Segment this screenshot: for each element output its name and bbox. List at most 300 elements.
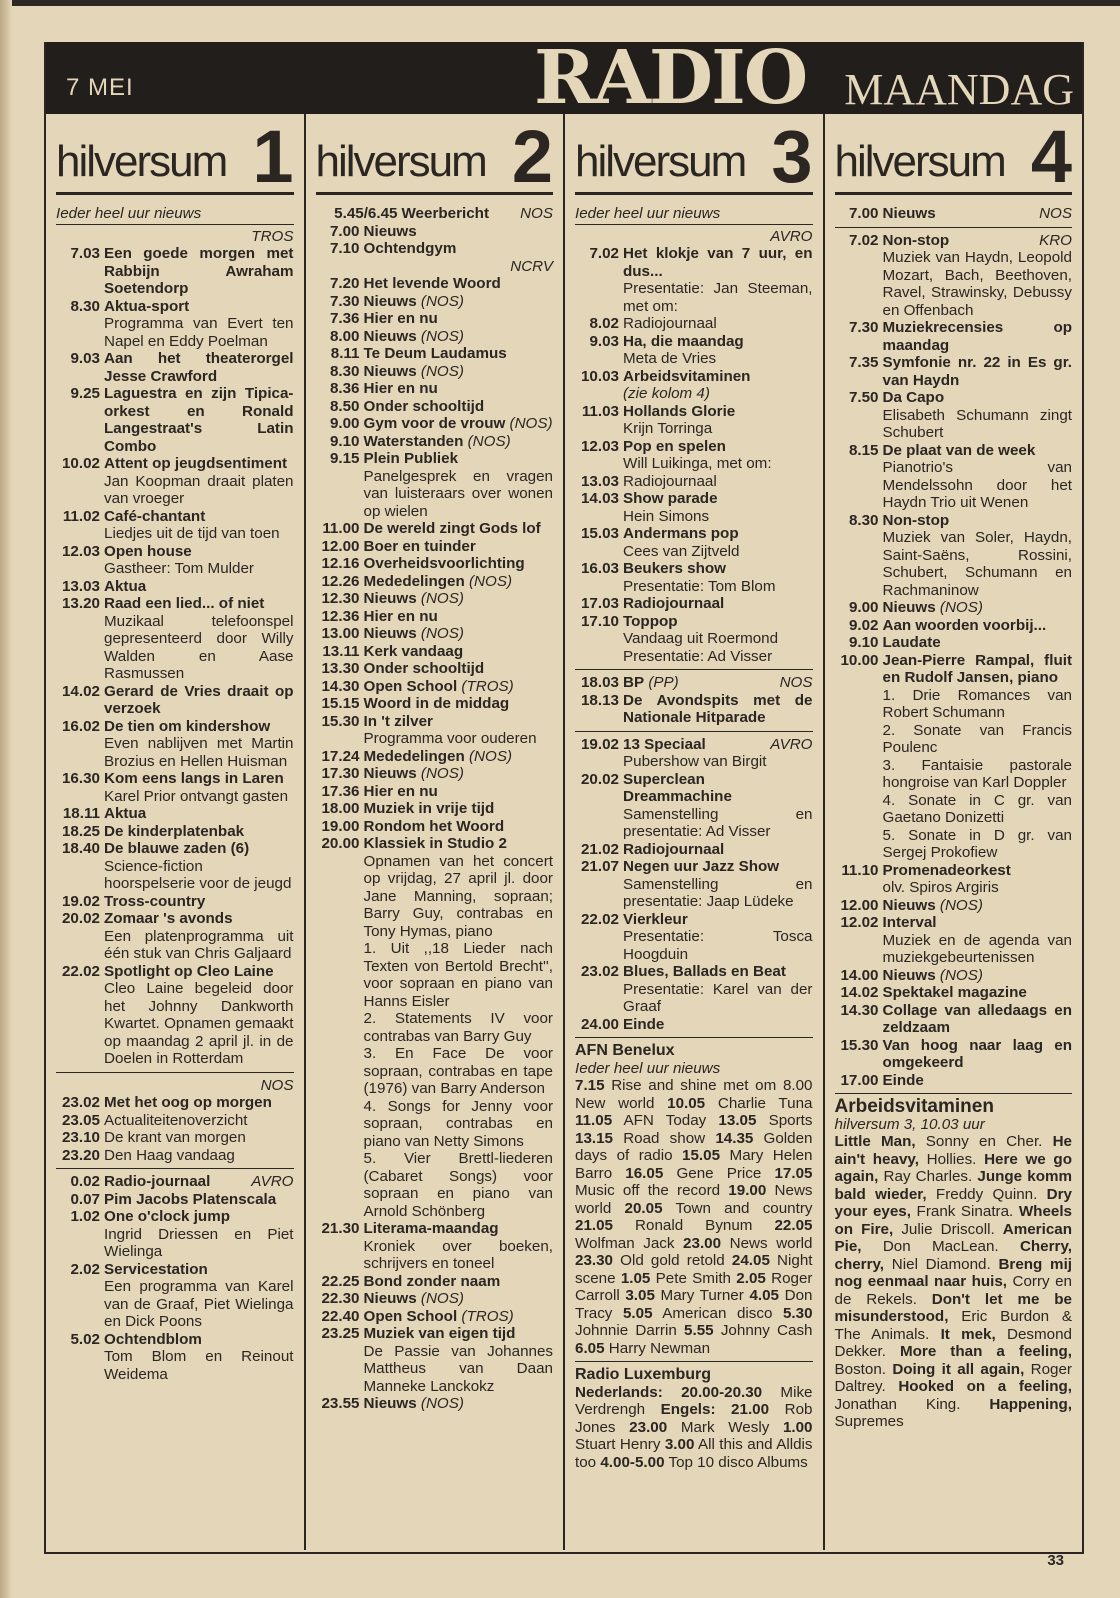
program-time: 9.03 [589,332,619,350]
program-entry [835,897,1073,915]
broadcaster-tag: (NOS) [420,625,464,642]
program-entry [56,455,294,508]
program-time: 7.03 [70,245,100,262]
program-title: Superclean Dreammachine [623,770,732,805]
program-description: Ingrid Driessen en Piet Wielinga [104,1225,294,1260]
bold-segment: 15.05 [682,1147,721,1164]
program-content [104,840,294,893]
program-time: 0.02 [70,1173,100,1190]
program-time: 15.15 [321,695,360,712]
broadcaster-tag: (TROS) [461,1307,514,1325]
program-title: Café-chantant [104,507,206,525]
bold-segment: Doing it all again, [892,1360,1025,1378]
program-content [104,1147,294,1165]
program-entry [316,835,554,1220]
program-title: BP [623,674,645,691]
program-description: Muziek van Haydn, Leopold Mozart, Bach, Beethoven, Ravel, Strawinsky, Debussy en Offenbach [882,249,1072,319]
program-description: Jan Koopman draait platen van vroeger [104,472,294,507]
program-title: Da Capo [882,389,945,406]
program-entry [316,520,554,538]
bold-segment: 23.00 [629,1418,668,1436]
program-time: 13.11 [322,642,360,660]
program-description: 4. Songs for Jenny voor sopraan, contrabas en piano van Netty Simons [363,1097,553,1150]
program-entry [56,1147,294,1165]
program-description: Elisabeth Schumann zingt Schubert [882,406,1072,441]
program-time: 14.30 [321,677,360,695]
text-segment: Frank Sinatra. [910,1203,1019,1220]
block-title: AFN Benelux [575,1042,675,1059]
program-title: Laudate [882,634,941,651]
station-name: hilversum [56,137,227,186]
program-entry [56,963,294,1068]
program-content [104,683,294,718]
program-content [883,389,1073,442]
bold-segment: 23.00 [683,1234,722,1252]
program-time: 21.30 [321,1220,360,1237]
program-description: Pianotrio's van Mendelssohn door het Haydn Trio uit Wenen [882,459,1072,511]
program-content [364,380,554,398]
program-time: 12.00 [840,896,879,914]
program-title: Andermans pop [623,525,739,542]
program-title: Raad een lied... of niet [104,595,265,612]
program-time: 10.02 [61,455,100,472]
program-description: 1. Uit ,,18 Lieder nach Texten von Bertold Brecht'', voor sopraan en piano van Hanns Eisler [363,940,553,1010]
info-block [575,1366,813,1471]
program-content [104,543,294,578]
program-entry [316,1308,554,1326]
text-segment: Don Tracy [575,1287,813,1322]
program-description: Liedjes uit de tijd van toen [104,525,280,542]
program-time: 23.25 [321,1325,360,1342]
program-title: Non-stop [882,511,950,529]
program-time: 15.30 [321,712,360,730]
program-time: 12.02 [840,914,879,931]
text-segment: Rob Jones [575,1401,813,1436]
program-entry [316,433,554,451]
broadcaster-label: AVRO [770,227,813,245]
program-description: Will Luikinga, met om: [623,455,772,472]
program-entry [835,599,1073,617]
bold-segment: 22.05 [774,1217,813,1234]
program-content [104,595,294,683]
program-title: Nieuws [363,1395,417,1412]
program-time: 7.00 [329,222,360,240]
program-description: Panelgesprek en vragen van luisteraars over wonen op wielen [363,467,553,520]
program-description: Muziek en de agenda van muziekgebeurtenissen [882,931,1072,966]
program-title: Rondom het Woord [363,817,505,835]
program-content [104,1112,294,1130]
divider [575,731,813,732]
program-entry [316,328,554,346]
bold-segment: American Pie, [834,1220,1072,1255]
program-time: 17.10 [580,612,619,630]
program-description: Programma van Evert ten Napel en Eddy Poelman [104,315,294,350]
divider [835,227,1073,228]
program-title: Aktua [104,805,147,822]
program-content [623,490,813,525]
program-content [623,315,813,333]
program-content [883,319,1073,354]
program-content [623,963,813,1016]
bold-segment: 2.05 [736,1269,766,1287]
program-time: 5.45/6.45 [334,205,398,222]
program-title: Non-stop [882,231,950,249]
program-content [104,1331,294,1384]
program-entry [835,512,1073,600]
program-entry [316,748,554,766]
program-title: Negen uur Jazz Show [623,858,780,875]
program-entry [316,1220,554,1273]
broadcaster-label: TROS [251,227,294,245]
program-title: Het levende Woord [363,275,501,292]
program-content [883,1072,1073,1090]
broadcaster-tag: (NOS) [467,432,511,450]
program-time: 9.10 [329,432,360,450]
program-title: Aan woorden voorbij... [882,616,1047,634]
station-number: 2 [511,115,553,198]
program-content [364,625,554,643]
program-entry [835,914,1073,967]
program-time: 7.35 [848,354,879,371]
program-content [402,205,554,223]
bold-segment: 13.15 [575,1129,614,1147]
block-title: Arbeidsvitaminen [834,1096,994,1117]
program-title: Nieuws [882,599,936,616]
program-title: Nieuws [363,765,417,782]
program-content [364,1273,554,1291]
program-time: 0.07 [70,1190,100,1208]
text-segment: Eric Burdon & The Animals. [834,1308,1072,1343]
program-entry [575,473,813,491]
station-heading [575,115,813,198]
broadcaster-label: NOS [1039,205,1072,222]
text-segment: Mary Helen Barro [575,1147,813,1182]
bold-segment: Cherry, cherry, [834,1238,1072,1273]
program-time: 16.03 [580,560,619,577]
program-title: Kom eens langs in Laren [104,770,284,787]
program-entry [835,652,1073,862]
program-entry [316,765,554,783]
program-time: 8.30 [329,362,360,380]
program-content [364,240,554,258]
program-time: 22.02 [61,962,100,980]
program-title: Muziek van eigen tijd [363,1325,516,1342]
program-content [104,1129,294,1147]
program-entry [835,232,1073,320]
text-segment: Hollies. [918,1150,985,1168]
station-number: 1 [252,115,294,198]
program-title: Ochtendgym [363,240,457,257]
text-segment: News world [721,1234,813,1252]
program-title: Blues, Ballads en Beat [623,963,786,980]
program-title: Het klokje van 7 uur, en dus... [623,245,813,280]
radio-listing-page [44,35,1084,1554]
station-number: 3 [771,115,813,198]
program-description: Cleo Laine begeleid door het Johnny Dankworth Kwartet. Opnamen gemaakt op maandag 2 april jl. in de Doelen in Rotterdam [104,980,294,1067]
program-description: 4. Sonate in C gr. van Gaetano Donizetti [882,791,1072,826]
program-description: De Passie van Johannes Mattheus van Daan Manneke Lanckokz [363,1342,553,1395]
program-entry [575,560,813,595]
block-text [835,1133,1073,1431]
program-entry [575,858,813,911]
program-title: Attent op jeugdsentiment [104,455,288,472]
program-time: 13.20 [61,595,100,612]
program-description: Presentatie: Jan Steeman, met om: [623,280,813,315]
program-time: 19.02 [61,892,100,910]
program-entry [835,617,1073,635]
program-time: 17.36 [321,782,360,800]
program-title: Actualiteitenoverzicht [104,1111,248,1129]
program-entry [316,590,554,608]
program-description: Cees van Zijtveld [623,542,740,560]
program-time: 22.40 [321,1307,360,1325]
program-time: 21.02 [580,840,619,858]
program-content [883,634,1073,652]
program-entry [316,555,554,573]
broadcaster-tag: (NOS) [469,572,513,590]
program-title: Interval [882,914,937,931]
info-block [835,1098,1073,1431]
program-title: Open house [104,542,192,560]
text-segment: Sports [756,1112,813,1129]
program-time: 12.00 [321,537,360,555]
text-segment: Mary Turner [654,1287,750,1304]
news-note: Ieder heel uur nieuws [575,205,813,225]
program-entry [575,674,813,692]
bold-segment: 5.30 [782,1304,813,1322]
program-entry [575,736,813,771]
text-segment: 8.00 New world [575,1077,813,1112]
text-segment: American disco [652,1304,783,1322]
text-segment: Wolfman Jack [575,1234,684,1252]
station-heading [834,115,1073,198]
program-time: 16.02 [61,717,100,735]
program-description: olv. Spiros Argiris [882,879,999,896]
program-description: 2. Sonate van Francis Poulenc [882,721,1072,756]
program-time: 11.10 [841,861,879,879]
program-content [364,415,554,433]
program-title: Nieuws [363,590,417,607]
text-segment: Night scene [575,1252,813,1287]
program-content [623,560,813,595]
program-entry [835,1037,1073,1072]
program-entry [56,385,294,455]
program-time: 20.02 [61,910,100,927]
broadcaster-tag: (NOS) [939,896,983,914]
program-entry [316,783,554,801]
program-title: Bond zonder naam [363,1272,501,1290]
station-column-3 [565,114,825,1550]
program-entry [316,363,554,381]
program-title: Ochtendblom [104,1330,202,1348]
program-time: 9.25 [70,385,100,402]
program-content [104,350,294,385]
program-time: 23.05 [61,1111,100,1129]
broadcaster-label: KRO [1039,231,1072,249]
program-content [623,858,813,911]
program-content [104,508,294,543]
program-title: Plein Publiek [363,450,459,467]
program-entry [56,1208,294,1261]
program-entry [56,1112,294,1130]
program-title: Overheidsvoorlichting [363,555,525,572]
text-segment: Top 10 disco Albums [664,1453,808,1471]
program-entry [56,595,294,683]
program-content [364,310,554,328]
program-title: Show parade [623,490,718,507]
program-content [364,590,554,608]
program-time: 10.00 [840,651,879,669]
program-time: 7.20 [329,275,360,292]
program-content [623,595,813,613]
program-entry [56,245,294,298]
divider [56,1072,294,1073]
program-time: 18.11 [62,805,100,822]
program-entry [835,1072,1073,1090]
program-title: Van hoog naar laag en omgekeerd [882,1036,1072,1071]
text-segment: Roger Carroll [575,1269,813,1304]
program-content [364,433,554,451]
program-entry [56,770,294,805]
bold-segment: Don't let me be misunderstood, [834,1290,1072,1325]
program-title: Jean-Pierre Rampal, fluit en Rudolf Jansen, piano [882,651,1072,686]
program-content [364,450,554,520]
program-title: Pop en spelen [623,437,726,455]
program-entry [575,315,813,333]
program-description: 3. En Face De voor sopraan, contrabas en tape (1976) van Barry Anderson [363,1045,553,1097]
bold-segment: 4.00-5.00 [600,1453,665,1471]
program-time: 17.30 [321,765,360,782]
program-content [623,473,813,491]
program-time: 12.03 [61,542,100,560]
program-entry [316,205,554,223]
station-name: hilversum [315,137,486,186]
program-content [104,963,294,1068]
bold-segment: More than a feeling, [900,1343,1072,1360]
program-content [364,713,554,748]
program-entry [56,578,294,596]
program-content [883,617,1073,635]
divider [575,1037,813,1038]
broadcaster-label: NCRV [510,257,553,275]
program-title: Hier en nu [363,380,438,397]
program-time: 17.03 [580,595,619,612]
program-time: 19.00 [321,817,360,835]
program-content [883,967,1073,985]
program-content [104,578,294,596]
program-content [623,333,813,368]
program-title: Nieuws [363,222,417,240]
text-segment: News world [575,1182,813,1217]
bold-segment: 13.05 [718,1112,757,1129]
block-text [575,1077,813,1357]
program-title: De kinderplatenbak [104,822,245,840]
program-content [364,643,554,661]
broadcaster-label: NOS [779,674,813,691]
program-entry [316,275,554,293]
program-description: 3. Fantaisie pastorale hongroise van Karl Doppler [882,756,1072,791]
program-title: Weerbericht [401,205,489,222]
text-segment: Niel Diamond. [884,1255,999,1273]
program-entry [56,1331,294,1384]
program-content [623,613,813,666]
program-title: Pim Jacobs Platenscala [104,1190,277,1208]
bold-segment: 3.05 [625,1287,655,1304]
program-time: 11.03 [581,402,619,420]
text-segment: Sonny en Cher. [915,1133,1053,1150]
program-time: 8.11 [330,345,360,362]
program-content [623,245,813,315]
program-title: De blauwe zaden (6) [104,840,250,857]
program-title: Radiojournaal [623,595,725,612]
program-entry [56,508,294,543]
program-content [364,1308,554,1326]
text-segment: Music off the record [575,1182,729,1199]
divider [56,1168,294,1169]
program-content [104,1191,294,1209]
text-segment: Don MacLean. [861,1238,1020,1255]
bold-segment: He ain't heavy, [834,1133,1072,1168]
program-time: 23.10 [61,1129,100,1146]
program-description: Meta de Vries [623,350,717,367]
bold-segment: Wheels on Fire, [834,1203,1072,1238]
program-title: One o'clock jump [104,1208,230,1225]
program-time: 18.40 [61,840,100,857]
text-segment: Johnny Cash [713,1322,813,1339]
program-content [623,841,813,859]
program-time: 8.50 [329,397,360,415]
news-note: Ieder heel uur nieuws [56,205,294,225]
program-entry [575,841,813,859]
header-day: MAANDAG [844,65,1074,114]
program-entry [56,1191,294,1209]
program-title: Nieuws [882,966,936,984]
program-content [883,862,1073,897]
bold-segment: 11.05 [575,1112,613,1129]
program-description: Een platenprogramma uit één stuk van Chris Galjaard [104,927,294,962]
program-entry [575,490,813,525]
broadcaster-tag: (NOS) [420,362,464,380]
program-time: 10.03 [580,367,619,385]
program-title: Met het oog op morgen [104,1094,272,1111]
program-content [104,910,294,963]
program-content [364,818,554,836]
program-content [104,298,294,351]
broadcaster-tag: (NOS) [469,747,513,765]
program-title: De tien om kindershow [104,717,271,735]
program-time: 8.15 [848,441,879,459]
broadcaster-tag: (TROS) [461,677,514,695]
program-description: Even nablijven met Martin Brozius en Hellen Huisman [104,735,294,770]
program-title: Mededelingen [363,747,465,765]
bold-segment: 7.15 [575,1077,605,1094]
bold-segment: 14.35 [715,1129,754,1147]
program-time: 14.00 [840,966,879,984]
program-content [364,555,554,573]
program-entry [56,718,294,771]
station-columns [46,114,1082,1550]
program-description: Science-fiction hoorspelserie voor de jeugd [104,857,292,892]
program-time: 12.16 [321,555,360,572]
program-title: De plaat van de week [882,441,1036,459]
program-content [364,1395,554,1413]
bold-segment: Here we go again, [834,1150,1072,1185]
program-entry [316,625,554,643]
program-title: Woord in de middag [363,695,510,712]
program-content [883,984,1073,1002]
program-content [364,345,554,363]
text-segment: Ronald Bynum [613,1217,775,1234]
